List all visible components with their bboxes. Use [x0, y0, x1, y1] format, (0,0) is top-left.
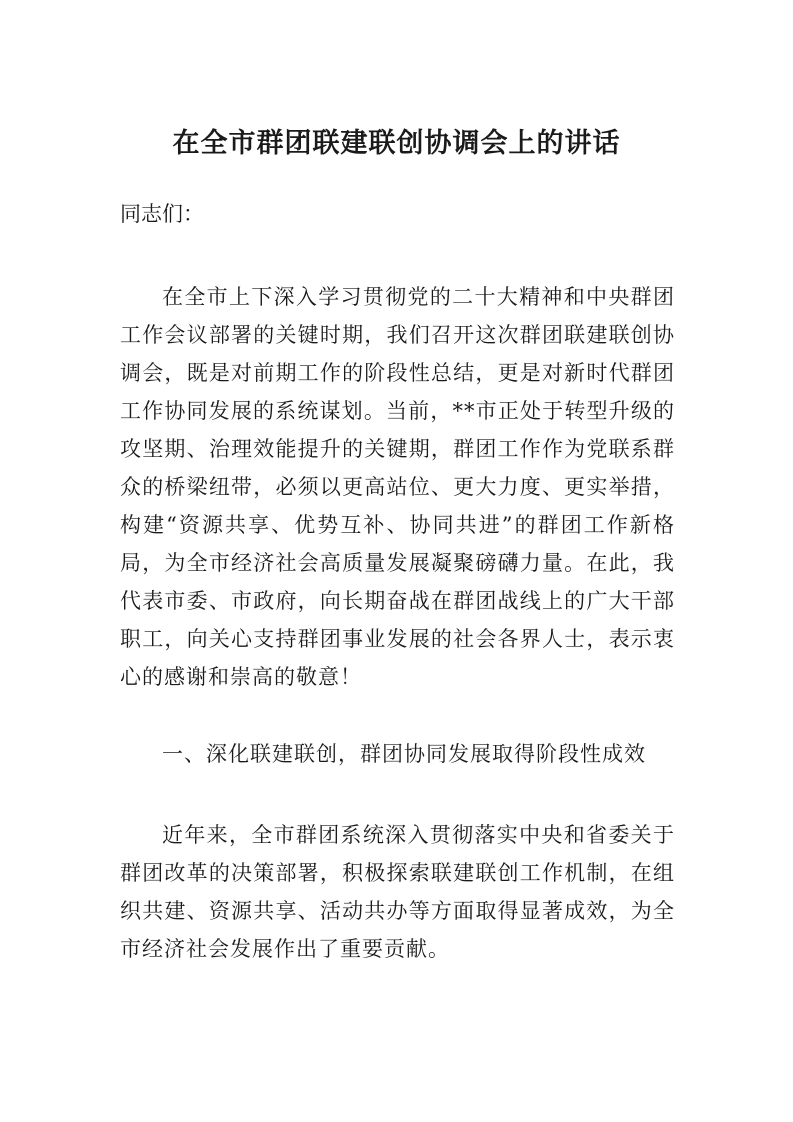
- salutation: 同志们：: [120, 202, 204, 226]
- section-heading-1: 一、深化联建联创，群团协同发展取得阶段性成效: [162, 742, 646, 766]
- paragraph-section-1: 近年来，全市群团系统深入贯彻落实中央和省委关于群团改革的决策部署，积极探索联建联创工作机制，在组织共建、资源共享、活动共办等方面取得显著成效，为全市经济社会发展作出了重要贡献。: [120, 823, 675, 961]
- paragraph-intro: 在全市上下深入学习贯彻党的二十大精神和中央群团工作会议部署的关键时期，我们召开这次群团联建联创协调会，既是对前期工作的阶段性总结，更是对新时代群团工作协同发展的系统谋划。当前，**市正处于转型升级的攻坚期、治理效能提升的关键期，群团工作作为党联系群众的桥梁纽带，必须以更高站位、更大力度、更实举措，构建“资源共享、优势互补、协同共进”的群团工作新格局，为全市经济社会高质量发展凝聚磅礴力量。在此，我代表市委、市政府，向长期奋战在群团战线上的广大干部职工，向关心支持群团事业发展的社会各界人士，表示衷心的感谢和崇高的敬意！: [120, 285, 675, 689]
- document-title: 在全市群团联建联创协调会上的讲话: [172, 128, 621, 159]
